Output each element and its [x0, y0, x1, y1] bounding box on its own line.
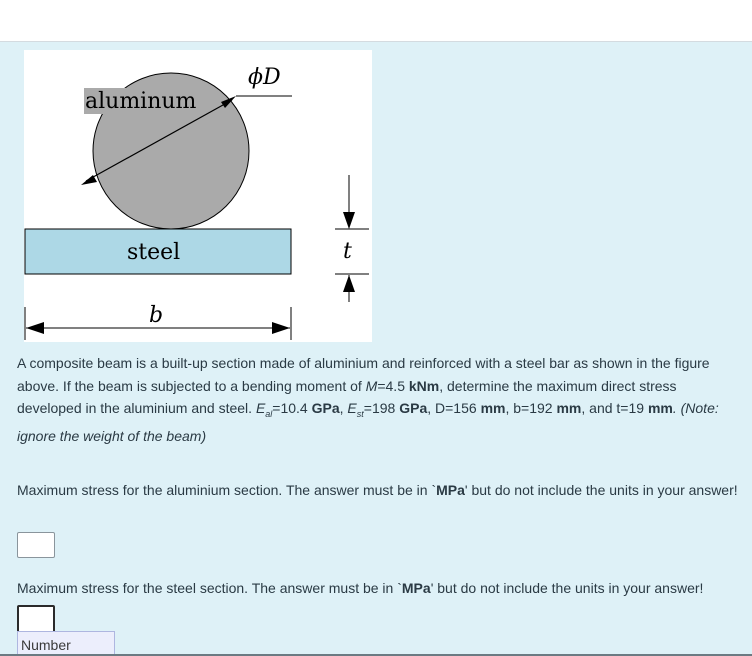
top-bar	[0, 0, 752, 42]
steel-stress-prompt: Maximum stress for the steel section. The answer must be in `MPa' but do not include the units in your answer!	[17, 580, 704, 596]
number-hint: Number	[17, 631, 115, 656]
steel-label: steel	[127, 240, 181, 265]
b-label: b	[149, 303, 164, 328]
aluminum-label: aluminum	[85, 89, 197, 114]
aluminium-stress-input[interactable]	[17, 532, 55, 558]
t-label: t	[343, 239, 352, 264]
beam-diagram	[24, 50, 372, 342]
beam-figure	[24, 50, 372, 342]
t-arrowhead-top	[343, 212, 355, 229]
aluminium-stress-prompt: Maximum stress for the aluminium section. The answer must be in `MPa' but do not include the units in your answer!	[17, 482, 738, 498]
question-text: A composite beam is a built-up section made of aluminium and reinforced with a steel bar as shown in the figure above. If the beam is subjected to a bending moment of M=4.5 kNm, determine the maximum direct stress developed in the aluminium and steel. $E_{al}=10.4$ GPa, $E_{st}=198$ GPa, D=156 mm, b=192 mm, and t=19 mm. (Note: ignore the weight of the beam)	[17, 355, 719, 445]
b-arrowhead-left	[26, 322, 44, 334]
steel-stress-input[interactable]	[17, 605, 55, 633]
t-arrowhead-bottom	[343, 275, 355, 292]
diameter-label: ϕD	[248, 65, 281, 90]
b-arrowhead-right	[272, 322, 290, 334]
